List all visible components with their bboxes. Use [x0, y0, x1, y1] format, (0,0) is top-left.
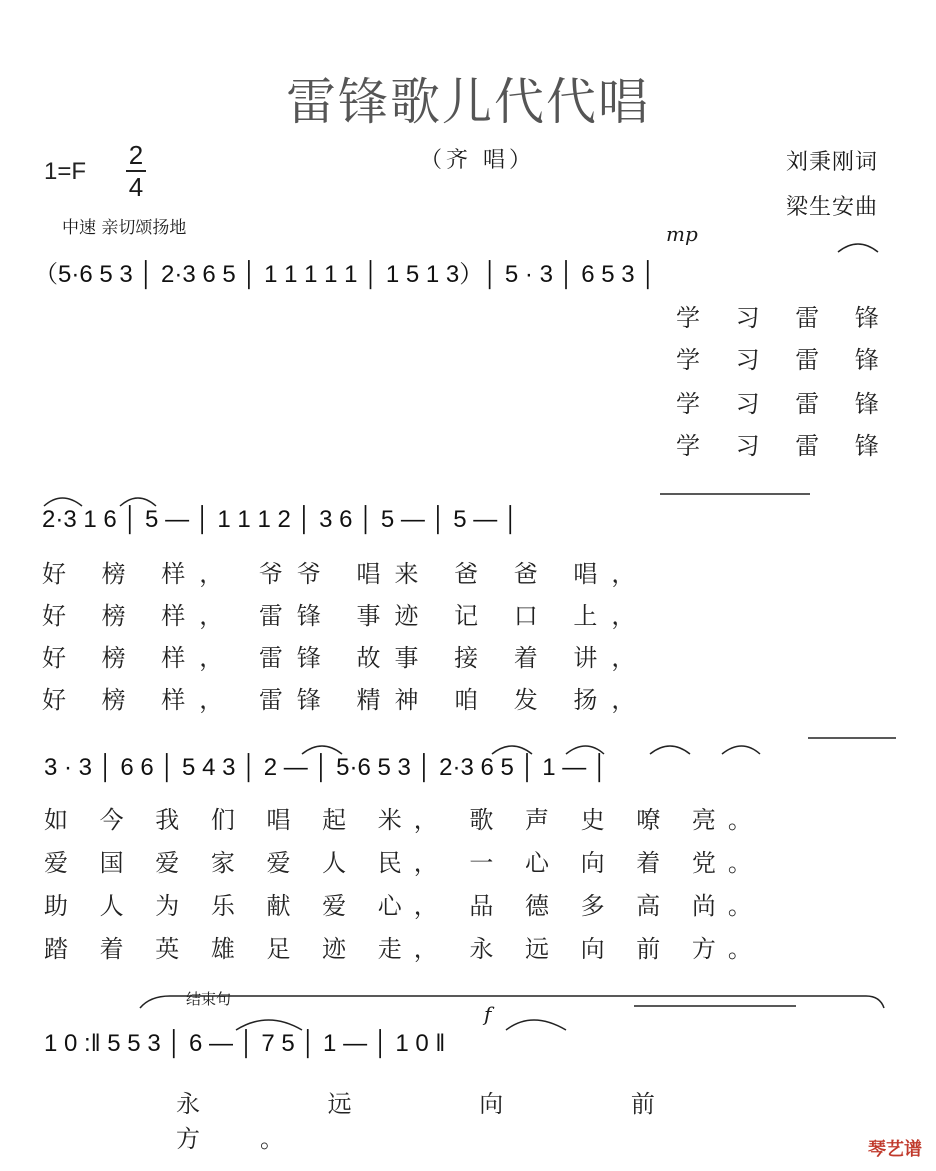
lyric-line3-v2: 爱 国 爱 家 爱 人 民， 一 心 向 着 党。	[44, 849, 764, 877]
lyric-line2-v3: 好 榜 样， 雷锋 故事 接 着 讲，	[42, 644, 650, 672]
lyric-intro-3: 学 习 雷 锋	[676, 390, 893, 418]
meter-bottom: 4	[128, 172, 144, 202]
slur-arc	[506, 1020, 566, 1030]
lyric-intro-4: 学 习 雷 锋	[676, 432, 893, 460]
coda-label: 结束句	[186, 990, 232, 1008]
slur-arc	[650, 746, 690, 754]
lyric-intro-1: 学 习 雷 锋	[676, 304, 893, 332]
notation-line-4: 1 0 :‖ 5 5 3 │ 6 — │ 7 5 │ 1 — │ 1 0 ‖	[44, 1030, 446, 1057]
slur-arc	[120, 498, 156, 506]
lyric-line3-v1: 如 今 我 们 唱 起 米， 歌 声 史 嘹 亮。	[44, 806, 764, 834]
watermark-logo: 琴艺谱	[868, 1139, 922, 1160]
page-title: 雷锋歌儿代代唱	[286, 73, 650, 131]
lyric-line2-v2: 好 榜 样， 雷锋 事迹 记 口 上，	[42, 602, 650, 630]
tempo-marking: 中速 亲切颂扬地	[62, 218, 187, 238]
performance-mode: （齐 唱）	[420, 148, 535, 173]
lyric-line2-v1: 好 榜 样， 爷爷 唱来 爸 爸 唱，	[42, 560, 650, 588]
lyric-coda: 永 远 向 前 方。	[176, 1090, 715, 1153]
slur-arc	[492, 746, 532, 754]
notation-line-3: 3 · 3 │ 6 6 │ 5 4 3 │ 2 — │ 5·6 5 3 │ 2·3 6 5 │ 1 — │	[44, 754, 608, 781]
slur-arc	[838, 244, 878, 252]
composer: 梁生安曲	[786, 195, 879, 220]
slur-arc	[236, 1020, 302, 1030]
key-signature: 1=F	[44, 158, 87, 185]
slur-arc	[722, 746, 760, 754]
dynamic-f: f	[484, 1002, 492, 1026]
slur-arc	[566, 746, 604, 754]
lyric-intro-2: 学 习 雷 锋	[676, 346, 893, 374]
lyric-line2-v4: 好 榜 样， 雷锋 精神 咱 发 扬，	[42, 686, 650, 714]
lyric-line3-v4: 踏 着 英 雄 足 迹 走， 永 远 向 前 方。	[44, 935, 764, 963]
notation-line-2: 2·3 1 6 │ 5 — │ 1 1 1 2 │ 3 6 │ 5 — │ 5 — │	[42, 506, 519, 533]
notation-line-1: （5·6 5 3 │ 2·3 6 5 │ 1 1 1 1 1 │ 1 5 1 3）│ 5 · 3 │ 6 5 3 │	[34, 261, 657, 288]
slur-arc	[44, 498, 82, 506]
meter-top: 2	[128, 140, 144, 170]
lyric-line3-v3: 助 人 为 乐 献 爱 心， 品 德 多 高 尚。	[44, 892, 764, 920]
lyricist: 刘秉刚词	[786, 150, 879, 175]
slur-arc	[302, 746, 342, 754]
dynamic-mp: mp	[666, 222, 698, 246]
